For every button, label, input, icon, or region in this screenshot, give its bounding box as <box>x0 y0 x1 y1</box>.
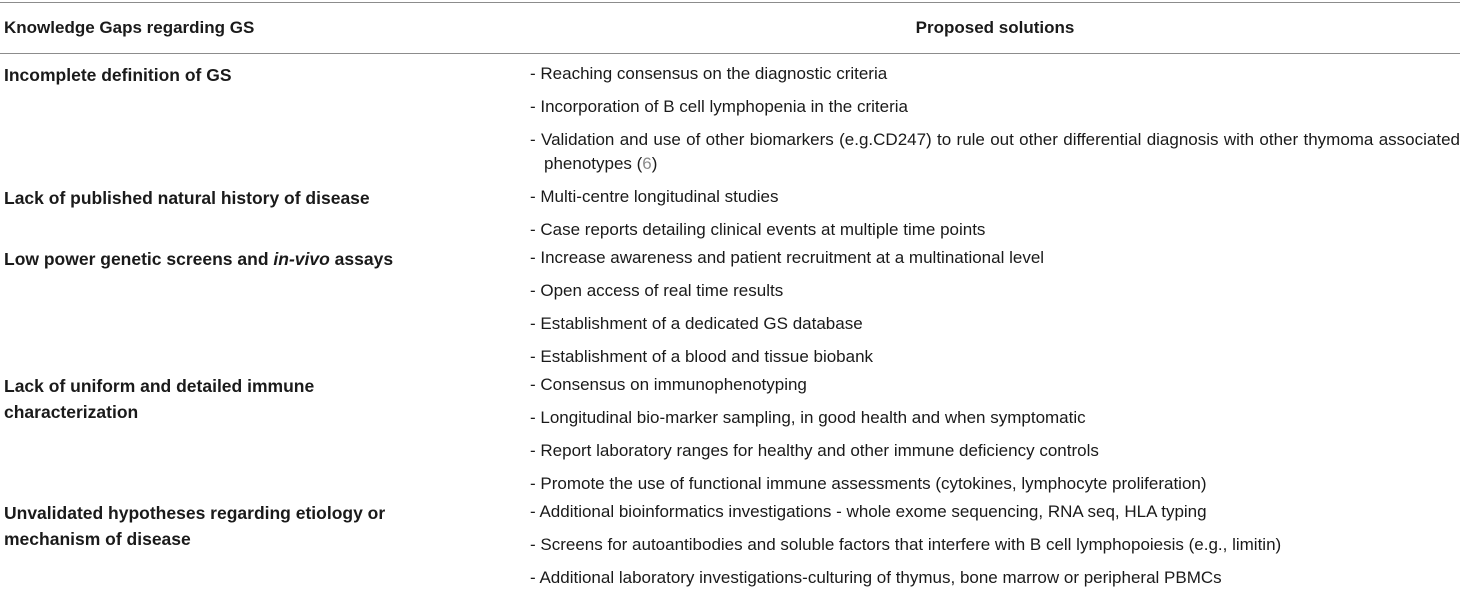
solutions-list <box>530 500 1460 590</box>
solution-item: - Screens for autoantibodies and soluble factors that interfere with B cell lymphopoiesis (e.g., limitin) <box>530 535 1282 554</box>
reference-link[interactable]: 6 <box>642 154 652 173</box>
gap-text: Low power genetic screens and <box>4 249 274 269</box>
gap-text-line: Unvalidated hypotheses regarding etiology or <box>4 503 386 523</box>
gap-text-tail: assays <box>329 249 394 269</box>
solutions-list <box>530 185 1460 242</box>
header-knowledge-gaps: Knowledge Gaps regarding GS <box>4 17 255 37</box>
solution-item: - Additional bioinformatics investigations - whole exome sequencing, RNA seq, HLA typing <box>530 502 1207 521</box>
solution-text: - Validation and use of other biomarkers (e.g.CD247) to rule out other differential diagnosis with other thymoma associated phenotypes ( <box>530 130 1460 173</box>
solution-item: - Case reports detailing clinical events at multiple time points <box>530 220 986 239</box>
solution-item: - Multi-centre longitudinal studies <box>530 187 779 206</box>
solution-item: - Increase awareness and patient recruitment at a multinational level <box>530 248 1045 267</box>
header-bottom-rule <box>0 53 1460 54</box>
solutions-list <box>530 246 1460 369</box>
solution-item <box>530 128 1460 176</box>
gap-cell <box>4 373 504 425</box>
solution-item: - Establishment of a blood and tissue biobank <box>530 347 874 366</box>
gap-text-line: Lack of uniform and detailed immune <box>4 376 315 396</box>
gap-cell: Lack of published natural history of disease <box>4 188 370 208</box>
solution-item: - Incorporation of B cell lymphopenia in the criteria <box>530 97 908 116</box>
gap-text-line: mechanism of disease <box>4 529 191 549</box>
gap-cell: Incomplete definition of GS <box>4 65 232 85</box>
solutions-list <box>530 373 1460 496</box>
solution-item: - Open access of real time results <box>530 281 784 300</box>
gap-text-line: characterization <box>4 402 139 422</box>
header-proposed-solutions: Proposed solutions <box>915 17 1075 37</box>
gap-cell <box>4 246 504 272</box>
solution-item: - Additional laboratory investigations-culturing of thymus, bone marrow or peripheral PBMCs <box>530 568 1222 587</box>
solution-text-tail: ) <box>651 154 658 173</box>
solution-item: - Promote the use of functional immune assessments (cytokines, lymphocyte proliferation) <box>530 474 1207 493</box>
solutions-list <box>530 62 1460 176</box>
solution-item: - Reaching consensus on the diagnostic criteria <box>530 64 888 83</box>
solution-item: - Report laboratory ranges for healthy and other immune deficiency controls <box>530 441 1099 460</box>
gap-text-italic: in-vivo <box>273 249 330 269</box>
solution-item: - Consensus on immunophenotyping <box>530 375 807 394</box>
solution-item: - Longitudinal bio-marker sampling, in good health and when symptomatic <box>530 408 1086 427</box>
gap-cell <box>4 500 504 552</box>
solution-item: - Establishment of a dedicated GS database <box>530 314 863 333</box>
